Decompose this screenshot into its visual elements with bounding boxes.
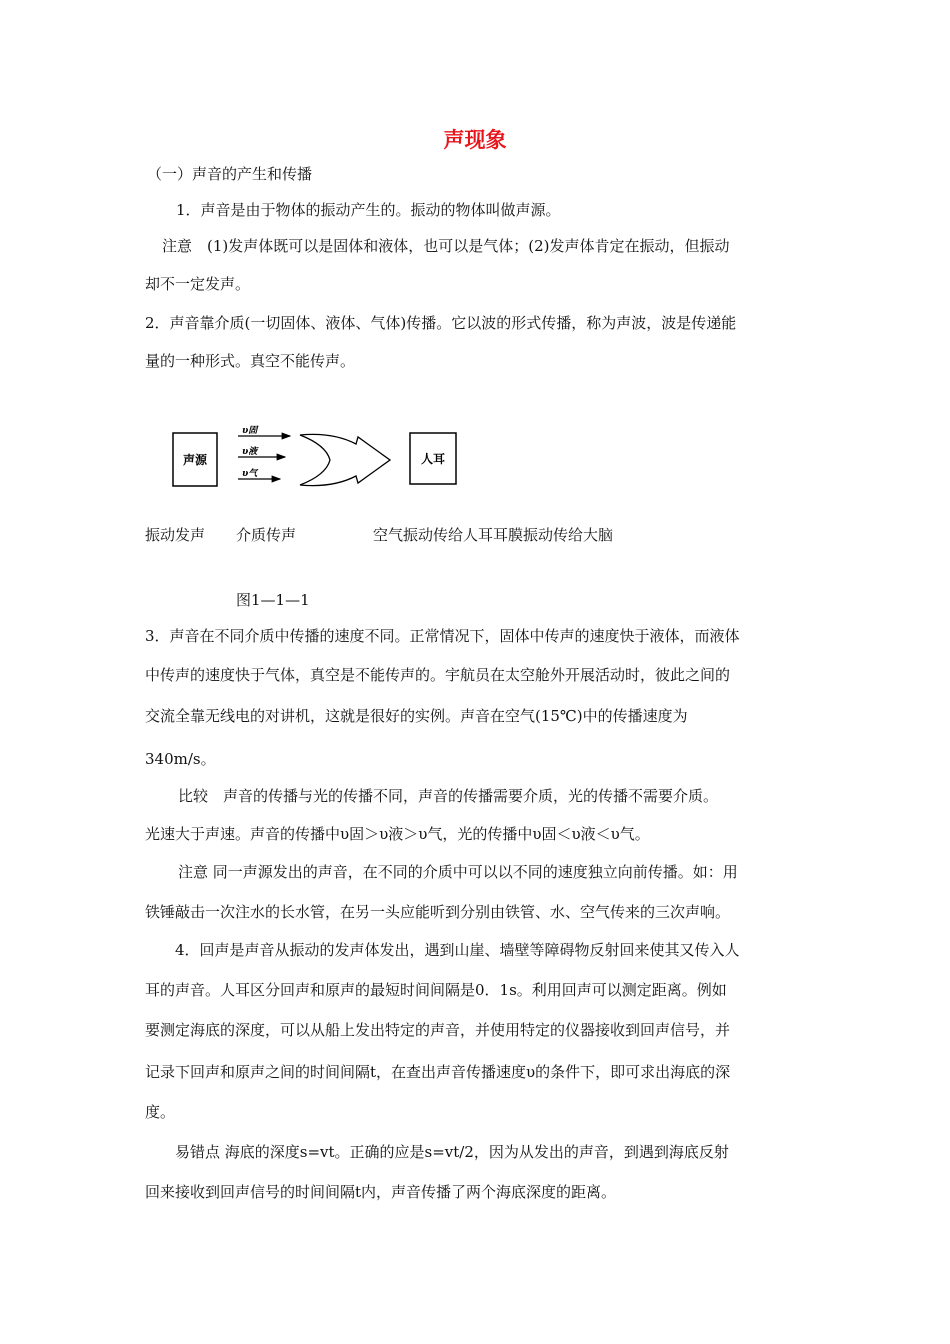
arrow-label-liquid: υ液 xyxy=(242,447,258,457)
big-arrow-icon xyxy=(300,434,390,485)
caption-medium: 介质传声 xyxy=(236,526,297,544)
caption-vibration: 振动发声 xyxy=(145,526,206,544)
paragraph-line: 记录下回声和原声之间的时间间隔t，在查出声音传播速度υ的条件下，即可求出海底的深 xyxy=(145,1063,731,1081)
arrow-label-solid: υ固 xyxy=(242,426,258,436)
paragraph-line: 中传声的速度快于气体，真空是不能传声的。宇航员在太空舱外开展活动时，彼此之间的 xyxy=(145,666,731,684)
paragraph-line: 耳的声音。人耳区分回声和原声的最短时间间隔是0．1s。利用回声可以测定距离。例如 xyxy=(145,981,727,999)
paragraph-line: 却不一定发声。 xyxy=(145,275,251,293)
paragraph-line: 2．声音靠介质(一切固体、液体、气体)传播。它以波的形式传播，称为声波，波是传递能 xyxy=(145,314,737,332)
paragraph-line: 量的一种形式。真空不能传声。 xyxy=(145,352,356,370)
arrow-label-gas: υ气 xyxy=(242,469,258,479)
paragraph-line: 度。 xyxy=(145,1103,176,1121)
sound-propagation-diagram xyxy=(168,420,468,495)
page-title: 声现象 xyxy=(443,128,507,152)
paragraph-line: 易错点 海底的深度s=vt。正确的应是s=vt/2，因为从发出的声音，到遇到海底反射 xyxy=(175,1143,729,1161)
ear-label: 人耳 xyxy=(420,452,446,466)
paragraph-line: 要测定海底的深度，可以从船上发出特定的声音，并使用特定的仪器接收到回声信号，并 xyxy=(145,1021,731,1039)
paragraph-line: 铁锤敲击一次注水的长水管，在另一头应能听到分别由铁管、水、空气传来的三次声响。 xyxy=(145,903,731,921)
paragraph-line: 340m/s。 xyxy=(145,750,216,768)
paragraph-line: 回来接收到回声信号的时间间隔t内，声音传播了两个海底深度的距离。 xyxy=(145,1183,617,1201)
section-heading: （一）声音的产生和传播 xyxy=(147,165,313,183)
sound-source-label: 声源 xyxy=(182,453,208,467)
paragraph-line: 光速大于声速。声音的传播中υ固＞υ液＞υ气，光的传播中υ固＜υ液＜υ气。 xyxy=(145,825,650,843)
caption-ear: 空气振动传给人耳耳膜振动传给大脑 xyxy=(373,526,614,544)
paragraph-line: 注意 同一声源发出的声音，在不同的介质中可以以不同的速度独立向前传播。如：用 xyxy=(178,863,738,881)
paragraph-line: 4．回声是声音从振动的发声体发出，遇到山崖、墙壁等障碍物反射回来使其又传入人 xyxy=(175,941,740,959)
paragraph-line: 1．声音是由于物体的振动产生的。振动的物体叫做声源。 xyxy=(176,201,561,219)
paragraph-line: 注意 (1)发声体既可以是固体和液体，也可以是气体；(2)发声体肯定在振动，但振动 xyxy=(162,237,730,255)
paragraph-line: 3．声音在不同介质中传播的速度不同。正常情况下，固体中传声的速度快于液体，而液体 xyxy=(145,627,740,645)
paragraph-line: 交流全靠无线电的对讲机，这就是很好的实例。声音在空气(15℃)中的传播速度为 xyxy=(145,707,688,725)
figure-label: 图1—1—1 xyxy=(236,591,310,609)
paragraph-line: 比较 声音的传播与光的传播不同，声音的传播需要介质，光的传播不需要介质。 xyxy=(178,787,719,805)
